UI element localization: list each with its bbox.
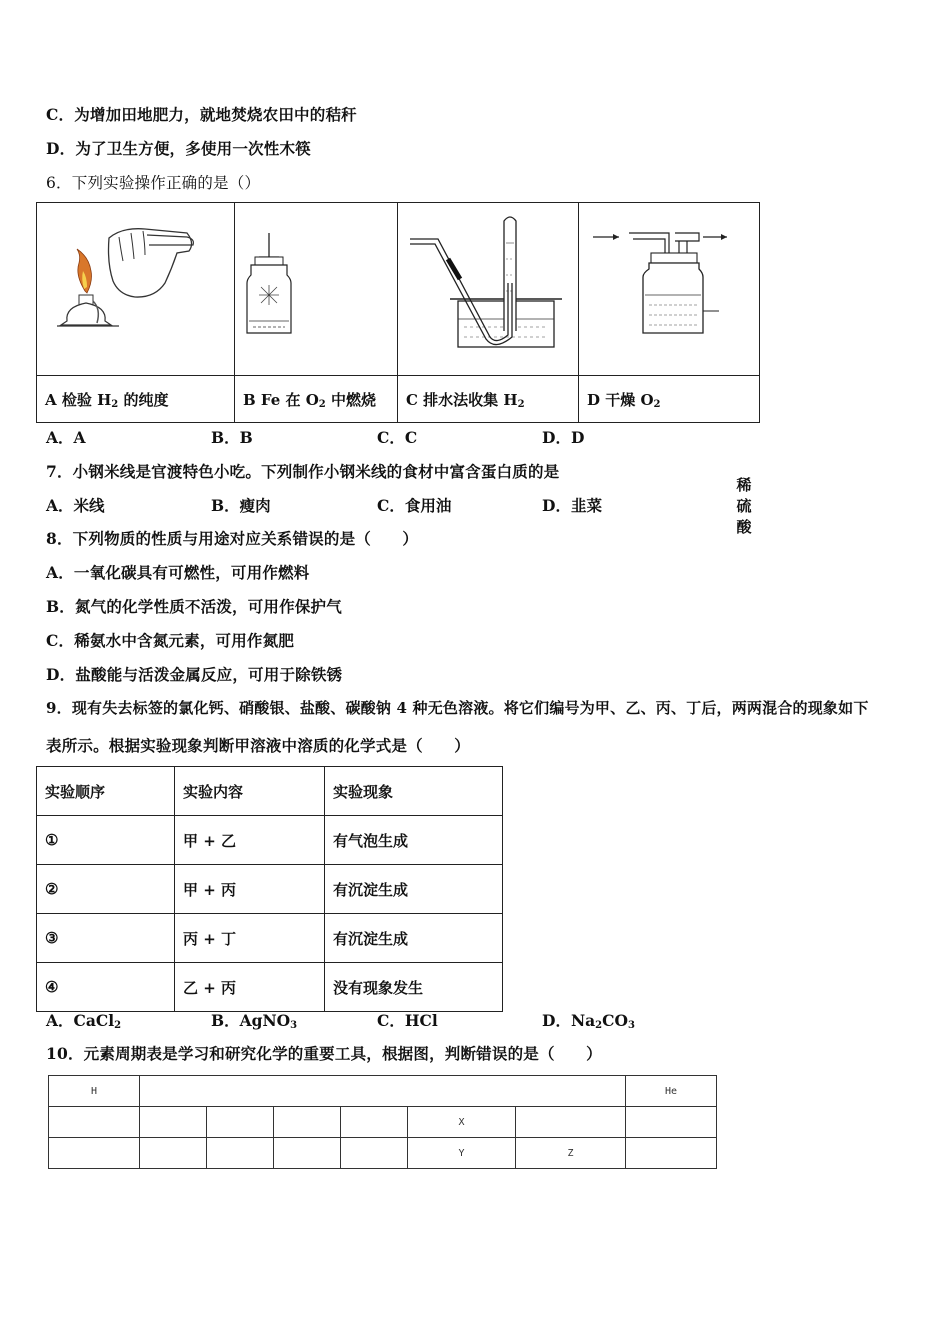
option-subscript: 3 — [627, 1020, 635, 1031]
option-subscript: 2 — [114, 1020, 122, 1031]
q6-figure-b — [235, 203, 398, 376]
option-text: CO — [602, 1011, 628, 1030]
caption-subscript: 2 — [111, 398, 119, 410]
table-cell-empty — [140, 1076, 626, 1107]
q8-stem: 8．下列物质的性质与用途对应关系错误的是（ ） — [46, 529, 419, 548]
q9-experiment-table — [36, 766, 503, 1012]
table-cell-empty — [516, 1107, 626, 1138]
caption-text: C 排水法收集 H — [406, 390, 518, 409]
table-cell: 甲 + 乙 — [175, 816, 325, 865]
gas-drying-bottle-icon — [579, 203, 759, 375]
q6-option-b: B．B — [211, 428, 253, 447]
table-cell-empty — [626, 1138, 717, 1169]
table-cell: 乙 + 丙 — [175, 963, 325, 1012]
q6-figure-a — [37, 203, 235, 376]
caption-subscript: 2 — [653, 398, 661, 410]
bottle-label — [737, 475, 752, 538]
table-cell-empty — [626, 1107, 717, 1138]
q7-option-d: D．韭菜 — [542, 496, 602, 515]
bottle-label-char: 稀 — [736, 475, 752, 494]
option-subscript: 3 — [290, 1020, 298, 1031]
periodic-table-fragment — [48, 1075, 717, 1169]
q6-option-a: A．A — [46, 428, 86, 447]
table-cell-empty — [207, 1107, 274, 1138]
q8-option-b: B．氮气的化学性质不活泼，可用作保护气 — [46, 597, 342, 616]
option-text: C．HCl — [377, 1011, 438, 1030]
table-cell-empty — [274, 1107, 341, 1138]
table-header-row — [37, 767, 503, 816]
caption-subscript: 2 — [318, 398, 326, 410]
cell-he: He — [626, 1076, 717, 1107]
q10-stem: 10．元素周期表是学习和研究化学的重要工具，根据图，判断错误的是（ ） — [46, 1044, 602, 1063]
table-row — [37, 816, 503, 865]
bottle-label-char: 酸 — [736, 517, 752, 536]
cell-x: X — [408, 1107, 516, 1138]
table-cell: 甲 + 丙 — [175, 865, 325, 914]
caption-text: B Fe 在 O — [243, 390, 319, 409]
q6-caption-b — [235, 376, 398, 423]
q8-option-a: A．一氧化碳具有可燃性，可用作燃料 — [46, 563, 310, 582]
q5-option-c: C．为增加田地肥力，就地焚烧农田中的秸秆 — [46, 105, 357, 124]
q6-option-c: C．C — [377, 428, 418, 447]
water-collection-apparatus-icon — [398, 203, 578, 375]
q8-option-c: C．稀氨水中含氮元素，可用作氮肥 — [46, 631, 295, 650]
cell-h: H — [49, 1076, 140, 1107]
table-row — [37, 963, 503, 1012]
table-cell: ② — [37, 865, 175, 914]
q7-option-b: B．瘦肉 — [211, 496, 271, 515]
table-cell: ① — [37, 816, 175, 865]
q6-stem: 6．下列实验操作正确的是（） — [46, 174, 261, 192]
table-cell-empty — [49, 1138, 140, 1169]
table-row — [37, 914, 503, 963]
q7-stem: 7．小钢米线是官渡特色小吃。下列制作小钢米线的食材中富含蛋白质的是 — [46, 462, 560, 481]
table-cell-empty — [207, 1138, 274, 1169]
cell-z: Z — [516, 1138, 626, 1169]
caption-text: D 干燥 O — [587, 390, 654, 409]
q5-option-d: D．为了卫生方便，多使用一次性木筷 — [46, 139, 311, 158]
table-cell: 丙 + 丁 — [175, 914, 325, 963]
option-text: B．AgNO — [211, 1011, 291, 1030]
table-row — [37, 865, 503, 914]
q8-option-d: D．盐酸能与活泼金属反应，可用于除铁锈 — [46, 665, 343, 684]
q9-stem-line2: 表所示。根据实验现象判断甲溶液中溶质的化学式是（ ） — [46, 736, 470, 755]
caption-subscript: 2 — [517, 398, 525, 410]
option-subscript: 2 — [595, 1020, 603, 1031]
table-row — [49, 1107, 717, 1138]
option-text: D．Na — [542, 1011, 596, 1030]
caption-text: A 检验 H — [45, 390, 112, 409]
cell-y: Y — [408, 1138, 516, 1169]
table-cell-empty — [341, 1138, 408, 1169]
q6-caption-d — [579, 376, 760, 423]
table-header-cell: 实验内容 — [175, 767, 325, 816]
table-header-cell: 实验顺序 — [37, 767, 175, 816]
table-row — [49, 1138, 717, 1169]
alcohol-lamp-test-tube-icon — [37, 203, 234, 375]
q9-option-c — [377, 1009, 438, 1031]
table-cell: 没有现象发生 — [325, 963, 503, 1012]
table-cell-empty — [140, 1138, 207, 1169]
q9-stem-line1: 9．现有失去标签的氯化钙、硝酸银、盐酸、碳酸钠 4 种无色溶液。将它们编号为甲、乙、丙、丁后，两两混合的现象如下 — [46, 699, 869, 717]
q6-caption-a — [37, 376, 235, 423]
table-cell-empty — [49, 1107, 140, 1138]
q6-figure-c — [398, 203, 579, 376]
q6-caption-c — [398, 376, 579, 423]
table-cell: ③ — [37, 914, 175, 963]
table-header-cell: 实验现象 — [325, 767, 503, 816]
q9-option-b — [211, 1009, 297, 1031]
q9-option-a — [46, 1009, 121, 1031]
table-cell: 有沉淀生成 — [325, 865, 503, 914]
table-cell-empty — [341, 1107, 408, 1138]
table-cell: 有沉淀生成 — [325, 914, 503, 963]
table-row — [49, 1076, 717, 1107]
caption-text: 的纯度 — [118, 390, 169, 409]
table-cell-empty — [274, 1138, 341, 1169]
q7-option-c: C．食用油 — [377, 496, 452, 515]
bottle-label-char: 硫 — [736, 496, 752, 515]
table-cell: ④ — [37, 963, 175, 1012]
option-text: A．CaCl — [46, 1011, 115, 1030]
table-cell: 有气泡生成 — [325, 816, 503, 865]
q7-option-a: A．米线 — [46, 496, 105, 515]
q9-option-d — [542, 1009, 635, 1031]
caption-text: 中燃烧 — [325, 390, 376, 409]
table-cell-empty — [140, 1107, 207, 1138]
q6-option-d: D．D — [542, 428, 585, 447]
iron-burning-bottle-icon — [235, 203, 397, 375]
